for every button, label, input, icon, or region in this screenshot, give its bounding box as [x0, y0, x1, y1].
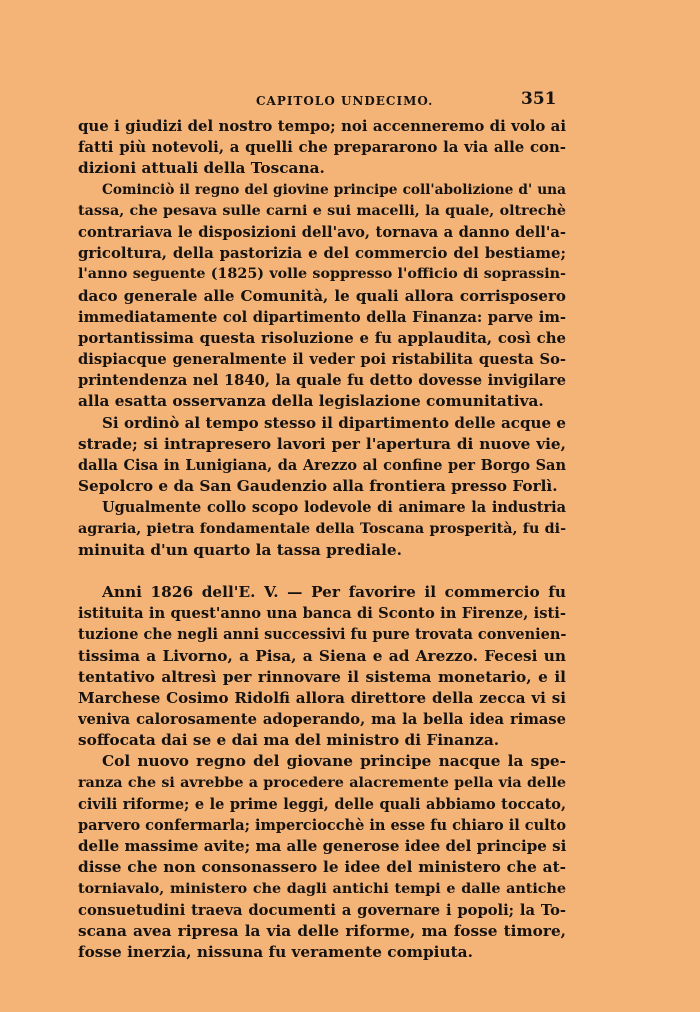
text-line: Si ordinò al tempo stesso il dipartimento delle acque e [102, 413, 566, 432]
paragraph [78, 116, 566, 180]
text-line: tissima a Livorno, a Pisa, a Siena e ad Arezzo. Fecesi un [78, 646, 566, 665]
text-line: dispiacque generalmente il veder poi ristabilita questa So- [78, 351, 566, 369]
text-line: alla esatta osservanza della legislazione comunitativa. [78, 392, 544, 411]
text-line: scana avea ripresa la via delle riforme, ma fosse timore, [78, 921, 566, 940]
text-line: Col nuovo regno del giovane principe nacque la spe- [102, 752, 566, 771]
text-line: Cominciò il regno del giovine principe coll'abolizione d' una [102, 181, 566, 198]
text-line: Marchese Cosimo Ridolfi allora direttore della zecca vi si [78, 688, 566, 707]
section-gap [78, 561, 566, 582]
running-title: CAPITOLO UNDECIMO. [256, 94, 434, 108]
text-line: consuetudini traeva documenti a governare i popoli; la To- [78, 901, 566, 919]
text-line: dalla Cisa in Lunigiana, da Arezzo al confine per Borgo San [78, 457, 566, 474]
text-line: fatti più notevoli, a quelli che prepararono la via alle con- [78, 138, 566, 157]
text-line: minuita d'un quarto la tassa prediale. [78, 540, 402, 559]
text-line: printendenza nel 1840, la quale fu detto dovesse invigilare [78, 372, 566, 390]
text-line: veniva calorosamente adoperando, ma la bella idea rimase [78, 711, 566, 729]
text-line: istituita in quest'anno una banca di Sconto in Firenze, isti- [78, 605, 566, 623]
page-header [0, 88, 700, 112]
text-line: gricoltura, della pastorizia e del commercio del bestiame; [78, 244, 566, 263]
text-line: civili riforme; e le prime leggi, delle quali abbiamo toccato, [78, 795, 566, 813]
text-line: tuzione che negli anni successivi fu pure trovata convenien- [78, 626, 566, 644]
paragraph [78, 751, 566, 963]
text-line: fosse inerzia, nissuna fu veramente compiuta. [78, 943, 473, 962]
text-line: Anni 1826 dell'E. V. — Per favorire il commercio fu [102, 582, 566, 601]
paragraph [78, 582, 566, 752]
text-line: Ugualmente collo scopo lodevole di animare la industria [102, 499, 566, 517]
text-line: strade; si intrapresero lavori per l'apertura di nuove vie, [78, 434, 566, 453]
text-line: tassa, che pesava sulle carni e sui macelli, la quale, oltrechè [78, 202, 566, 219]
text-line: que i giudizi del nostro tempo; noi accenneremo di volo ai [78, 117, 566, 135]
text-line: delle massime avite; ma alle generose idee del principe si [78, 837, 566, 856]
body-text [78, 116, 566, 963]
text-line: immediatamente col dipartimento della Finanza: parve im- [78, 308, 566, 326]
paragraph [78, 497, 566, 561]
text-line: dizioni attuali della Toscana. [78, 159, 325, 178]
text-line: contrariava le disposizioni dell'avo, tornava a danno dell'a- [78, 223, 566, 241]
text-line: daco generale alle Comunità, le quali allora corrisposero [78, 286, 566, 305]
paragraph [78, 413, 566, 498]
text-line: ranza che si avrebbe a procedere alacremente pella via delle [78, 774, 566, 791]
text-line: portantissima questa risoluzione e fu applaudita, così che [78, 328, 566, 347]
text-line: torniavalo, ministero che dagli antichi tempi e dalle antiche [78, 880, 566, 897]
text-line: l'anno seguente (1825) volle soppresso l'officio di soprassin- [78, 266, 566, 283]
text-line: Sepolcro e da San Gaudenzio alla frontiera presso Forlì. [78, 477, 558, 496]
text-line: disse che non consonassero le idee del ministero che at- [78, 858, 566, 877]
paragraph [78, 180, 566, 413]
text-line: tentativo altresì per rinnovare il sistema monetario, e il [78, 667, 566, 686]
text-line: agraria, pietra fondamentale della Toscana prosperità, fu di- [78, 520, 566, 537]
text-line: parvero confermarla; imperciocchè in esse fu chiaro il culto [78, 817, 566, 834]
text-line: soffocata dai se e dai ma del ministro di Finanza. [78, 731, 500, 750]
page-number: 351 [521, 89, 557, 109]
